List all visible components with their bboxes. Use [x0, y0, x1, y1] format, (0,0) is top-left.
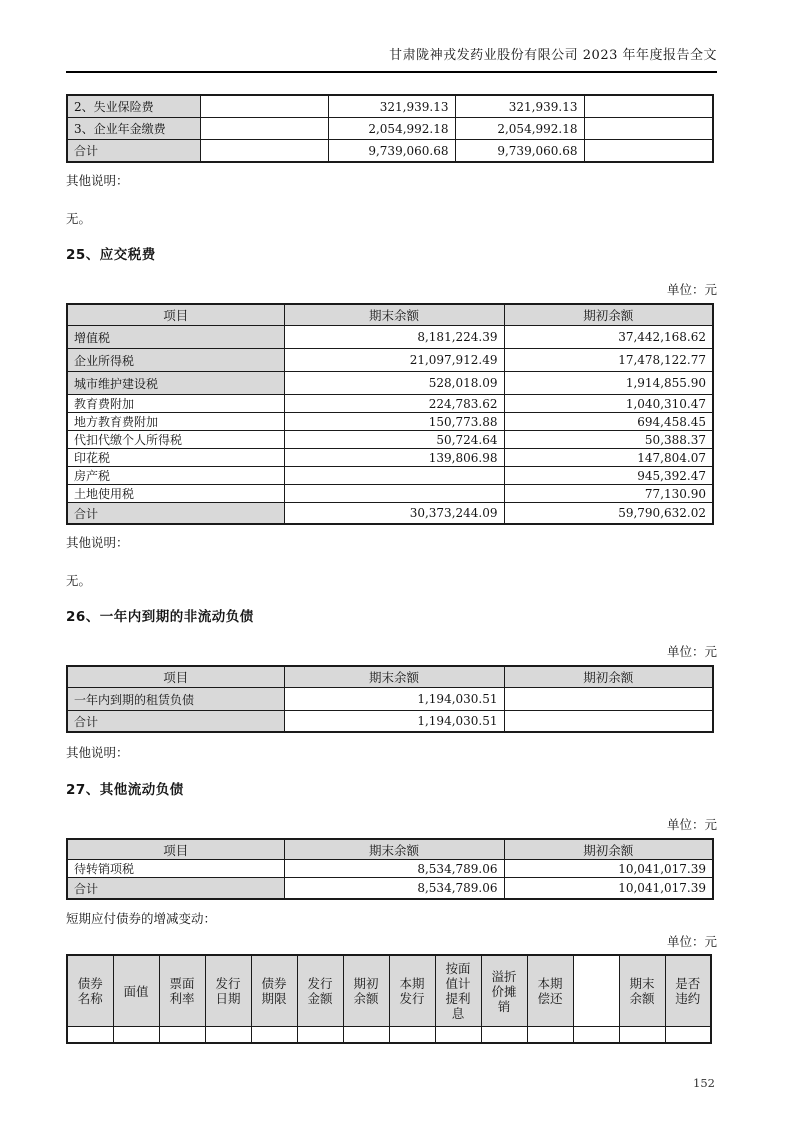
cell-value: [527, 1027, 573, 1044]
cell-value: 2,054,992.18: [328, 118, 455, 140]
row-label: [67, 1027, 113, 1044]
cell-value: [297, 1027, 343, 1044]
column-header-blank: [573, 955, 619, 1027]
other-current-liabilities-table: [66, 838, 714, 900]
cell-value: 1,914,855.90: [504, 372, 713, 395]
cell-value: [481, 1027, 527, 1044]
cell-value: 694,458.45: [504, 413, 713, 431]
column-header: 期末余额: [284, 839, 504, 860]
cell-value: 17,478,122.77: [504, 349, 713, 372]
cell-value: [284, 485, 504, 503]
none-text: 无。: [66, 211, 92, 226]
cell-value: 150,773.88: [284, 413, 504, 431]
cell-value: 1,194,030.51: [284, 711, 504, 733]
table-row: [67, 431, 713, 449]
table-row: [67, 413, 713, 431]
cell-value: 37,442,168.62: [504, 326, 713, 349]
row-label: 教育费附加: [67, 395, 284, 413]
table-row: [67, 878, 713, 900]
cell-value: [504, 711, 713, 733]
row-label: 城市维护建设税: [67, 372, 284, 395]
other-note-label: 其他说明：: [66, 745, 129, 760]
cell-value: [584, 118, 713, 140]
cell-value: 8,534,789.06: [284, 860, 504, 878]
row-label: 房产税: [67, 467, 284, 485]
table-row: [67, 372, 713, 395]
cell-value: [251, 1027, 297, 1044]
social-insurance-continuation-table: [66, 94, 714, 163]
report-title: 甘肃陇神戎发药业股份有限公司 2023 年年度报告全文: [389, 48, 717, 63]
unit-label-27: 单位：元: [666, 817, 717, 832]
cell-value: 30,373,244.09: [284, 503, 504, 525]
short-term-bonds-table: [66, 954, 712, 1044]
table-row: [67, 395, 713, 413]
row-label: 合计: [67, 140, 200, 163]
row-label: 一年内到期的租赁负债: [67, 688, 284, 711]
column-header: 票面利率: [159, 955, 205, 1027]
bond-change-note: 短期应付债券的增减变动：: [66, 911, 217, 926]
table-row: [67, 449, 713, 467]
column-header: 期初余额: [504, 839, 713, 860]
page-number: 152: [693, 1076, 715, 1090]
cell-value: [205, 1027, 251, 1044]
section-25-title: 25、应交税费: [66, 247, 156, 263]
cell-value: 528,018.09: [284, 372, 504, 395]
cell-value: [665, 1027, 711, 1044]
cell-value: 1,194,030.51: [284, 688, 504, 711]
cell-value: [200, 118, 328, 140]
cell-value: 224,783.62: [284, 395, 504, 413]
unit-label-26: 单位：元: [666, 644, 717, 659]
cell-value: 139,806.98: [284, 449, 504, 467]
cell-value: 321,939.13: [328, 95, 455, 118]
column-header: 项目: [67, 304, 284, 326]
column-header: 期末余额: [284, 666, 504, 688]
column-header: 债券名称: [67, 955, 113, 1027]
cell-value: [159, 1027, 205, 1044]
header-row: [67, 955, 711, 1027]
column-header: 发行金额: [297, 955, 343, 1027]
table-row: [67, 1027, 711, 1044]
table-row: [67, 467, 713, 485]
row-label: 代扣代缴个人所得税: [67, 431, 284, 449]
cell-value: 2,054,992.18: [455, 118, 584, 140]
cell-value: 10,041,017.39: [504, 878, 713, 900]
cell-value: [200, 140, 328, 163]
row-label: 待转销项税: [67, 860, 284, 878]
row-label: 合计: [67, 878, 284, 900]
column-header: 期初余额: [504, 666, 713, 688]
cell-value: [435, 1027, 481, 1044]
column-header: 项目: [67, 839, 284, 860]
other-note-label: 其他说明：: [66, 535, 129, 550]
row-label: 增值税: [67, 326, 284, 349]
column-header: 发行日期: [205, 955, 251, 1027]
table-row: [67, 711, 713, 733]
cell-value: 9,739,060.68: [328, 140, 455, 163]
column-header: 期末余额: [284, 304, 504, 326]
row-label: 2、失业保险费: [67, 95, 200, 118]
cell-value: 321,939.13: [455, 95, 584, 118]
cell-value: 945,392.47: [504, 467, 713, 485]
table-row: [67, 95, 713, 118]
row-label: 土地使用税: [67, 485, 284, 503]
cell-value: 50,388.37: [504, 431, 713, 449]
row-label: 印花税: [67, 449, 284, 467]
none-text: 无。: [66, 573, 92, 588]
header-row: [67, 666, 713, 688]
cell-value: [284, 467, 504, 485]
column-header: 本期发行: [389, 955, 435, 1027]
column-header: 项目: [67, 666, 284, 688]
column-header: 溢折价摊销: [481, 955, 527, 1027]
table-row: [67, 118, 713, 140]
table-row: [67, 503, 713, 525]
unit-label-25: 单位：元: [666, 282, 717, 297]
cell-value: 147,804.07: [504, 449, 713, 467]
cell-value: [573, 1027, 619, 1044]
cell-value: [113, 1027, 159, 1044]
row-label: 合计: [67, 503, 284, 525]
cell-value: [343, 1027, 389, 1044]
row-label: 地方教育费附加: [67, 413, 284, 431]
column-header: 期初余额: [504, 304, 713, 326]
section-26-title: 26、一年内到期的非流动负债: [66, 609, 254, 625]
cell-value: 50,724.64: [284, 431, 504, 449]
table-row: [67, 485, 713, 503]
cell-value: 21,097,912.49: [284, 349, 504, 372]
header-row: [67, 839, 713, 860]
column-header: 面值: [113, 955, 159, 1027]
noncurrent-liabilities-due-table: [66, 665, 714, 733]
header-row: [67, 304, 713, 326]
other-note-label: 其他说明：: [66, 173, 129, 188]
table-row: [67, 860, 713, 878]
taxes-payable-table: [66, 303, 714, 525]
cell-value: 8,534,789.06: [284, 878, 504, 900]
cell-value: [619, 1027, 665, 1044]
column-header: 期末余额: [619, 955, 665, 1027]
column-header: 期初余额: [343, 955, 389, 1027]
cell-value: 8,181,224.39: [284, 326, 504, 349]
row-label: 3、企业年金缴费: [67, 118, 200, 140]
row-label: 合计: [67, 711, 284, 733]
table-row: [67, 349, 713, 372]
cell-value: [584, 95, 713, 118]
column-header: 本期偿还: [527, 955, 573, 1027]
column-header: 按面值计提利息: [435, 955, 481, 1027]
row-label: 企业所得税: [67, 349, 284, 372]
column-header: 是否违约: [665, 955, 711, 1027]
cell-value: [389, 1027, 435, 1044]
cell-value: [200, 95, 328, 118]
cell-value: 59,790,632.02: [504, 503, 713, 525]
cell-value: [504, 688, 713, 711]
cell-value: 1,040,310.47: [504, 395, 713, 413]
column-header: 债券期限: [251, 955, 297, 1027]
table-row: [67, 326, 713, 349]
cell-value: [584, 140, 713, 163]
section-27-title: 27、其他流动负债: [66, 782, 184, 798]
page-header: [66, 48, 717, 73]
table-row: [67, 688, 713, 711]
table-row: [67, 140, 713, 163]
cell-value: 10,041,017.39: [504, 860, 713, 878]
cell-value: 77,130.90: [504, 485, 713, 503]
cell-value: 9,739,060.68: [455, 140, 584, 163]
unit-label-bond: 单位：元: [666, 934, 717, 949]
